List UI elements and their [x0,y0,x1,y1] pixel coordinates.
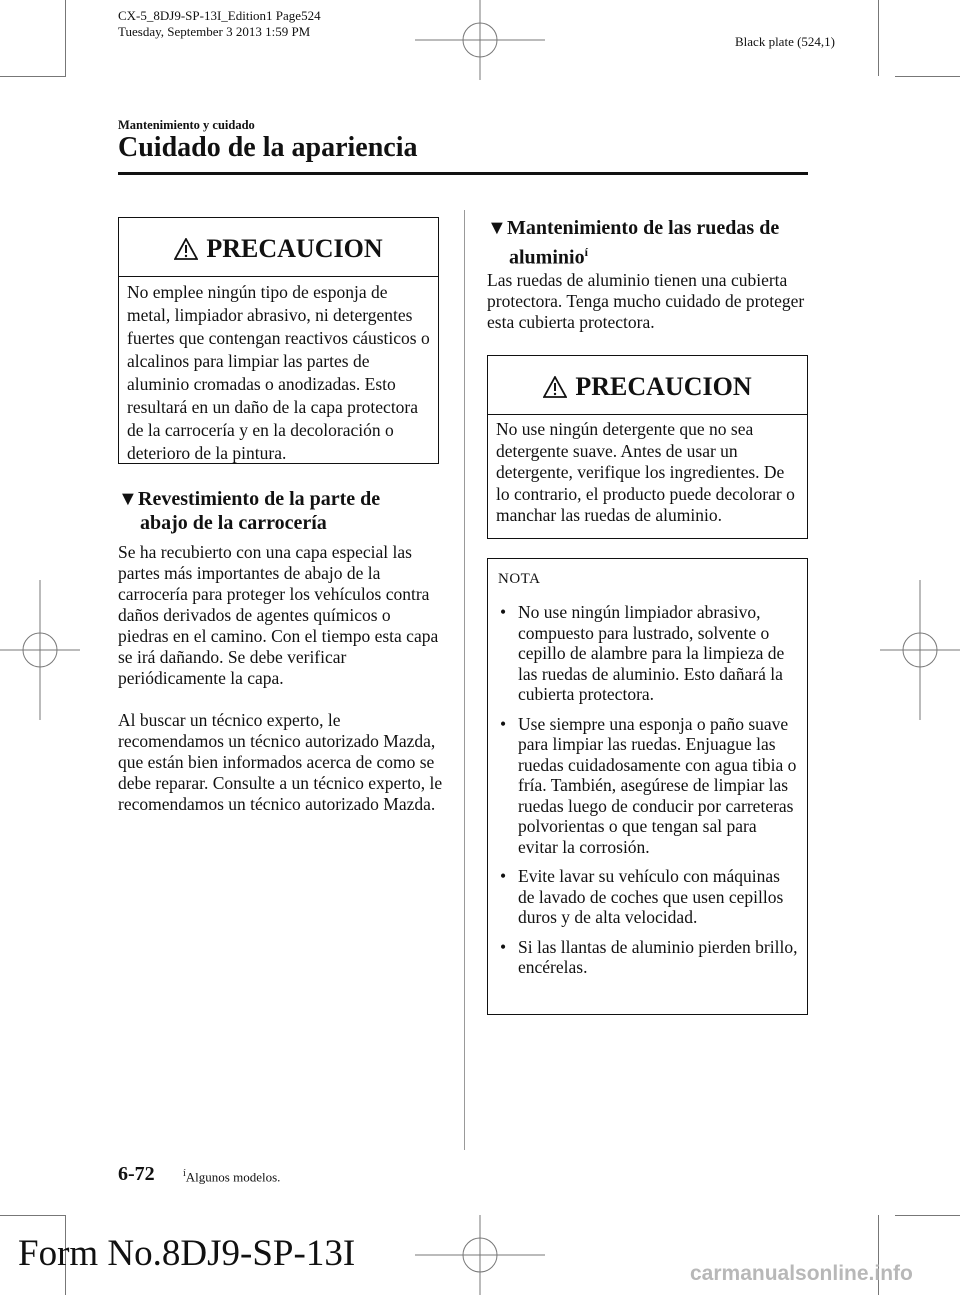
heading-undercarriage [118,487,448,535]
paragraph-wheels: Las ruedas de aluminio tienen una cubierta protectora. Tenga mucho cuidado de proteger esta cubierta protectora. [487,270,805,332]
heading-line1: Revestimiento de la parte de [138,488,381,510]
heading-aluminum-wheels [487,216,817,270]
caution-title: PRECAUCION [575,372,752,401]
paragraph-technician: Al buscar un técnico experto, le recomendamos un técnico autorizado Mazda, que están bien informados acerca de como se debe reparar. Consulte a un técnico experto, le recomendamos un técnico autorizado Mazda. [118,710,443,814]
caution-title: PRECAUCION [206,234,383,263]
heading-line1: Mantenimiento de las ruedas de [507,217,780,239]
file-info-line2: Tuesday, September 3 2013 1:59 PM [118,24,311,39]
caution-header [119,228,438,270]
caution-text: No use ningún detergente que no sea detergente suave. Antes de usar un detergente, verifique los ingredientes. De lo contrario, el producto puede decolorar o manchar las ruedas de aluminio. [496,419,795,526]
title-rule [118,172,808,175]
list-item: • Use siempre una esponja o paño suave para limpiar las ruedas. Enjuague las ruedas cuidadosamente con agua tibia o fría. También, asegúrese de limpiar las ruedas luego de conducir por carreteras polvorientas o que tengan sal para evitar la corrosión. [500,713,797,857]
note-list [498,602,799,978]
crop-mark [0,1215,66,1216]
footnote: $^í$Algunos modelos. [183,1168,281,1185]
watermark[interactable]: carmanualsonline.info [690,1262,913,1285]
bullet-icon: • [500,936,507,957]
triangle-bullet-icon: ▼ [118,488,138,510]
crop-mark [0,76,66,77]
caution-box-right [487,355,808,539]
section-label: Mantenimiento y cuidado [118,118,255,132]
bullet-icon: • [500,866,507,886]
registration-mark-bottom [415,1215,545,1295]
caution-box-left [118,217,439,464]
warning-icon [174,238,198,260]
caution-text: No emplee ningún tipo de esponja de metal, limpiador abrasivo, ni detergentes fuertes que contengan reactivos cáusticos o alcalinos para limpiar las partes de aluminio cromadas o anodizadas. Esto resultará en un daño de la capa protectora de la carrocería y en la decoloración o deterioro de la pintura. [127,282,430,464]
bullet-icon: • [500,602,507,622]
list-item: • Si las llantas de aluminio pierden brillo, encérelas. [500,936,798,977]
registration-mark-top [415,0,545,80]
list-item: • Evite lavar su vehículo con máquinas de lavado de coches que usen cepillos duros y de alta velocidad. [500,866,784,927]
some-models-mark: í [584,245,588,259]
page-number: 6-72 [118,1163,155,1185]
note-box [487,558,808,1015]
warning-icon [543,376,567,398]
crop-mark [895,76,960,77]
list-item: • No use ningún limpiador abrasivo, compuesto para lustrado, solvente o cepillo de alambre para la limpieza de las ruedas de aluminio. Esto dañará la cubierta protectora. [500,602,785,704]
paragraph-undercarriage: Se ha recubierto con una capa especial las partes más importantes de abajo de la carrocería para proteger los vehículos contra daños derivados de agentes químicos o piedras en el camino. Con el tiempo esta capa se irá dañando. Se debe verificar periódicamente la capa. [118,542,439,688]
plate-info: Black plate (524,1) [735,34,835,49]
some-models-mark: í [183,1168,186,1179]
form-number: Form No.8DJ9-SP-13I [18,1233,356,1274]
column-divider [464,210,465,1150]
crop-mark [895,1215,960,1216]
caution-header [488,366,807,408]
triangle-bullet-icon: ▼ [487,217,507,239]
file-info-line1: CX-5_8DJ9-SP-13I_Edition1 Page524 [118,8,321,23]
bullet-icon: • [500,713,507,734]
crop-mark [65,0,66,76]
crop-mark [878,0,879,76]
registration-mark-right [880,580,960,720]
page-title: Cuidado de la apariencia [118,132,418,163]
registration-mark-left [0,580,80,720]
file-info [118,8,321,40]
note-title: NOTA [498,571,541,587]
heading-line2: aluminio$^í$ [509,245,588,269]
heading-line2: abajo de la carrocería [140,512,327,534]
